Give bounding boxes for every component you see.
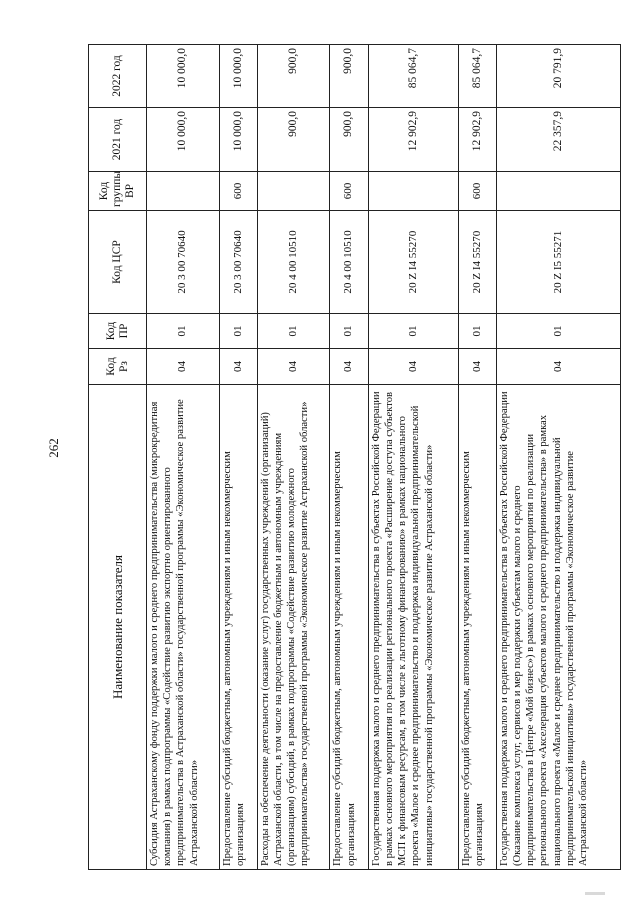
row-rz: 04 — [458, 349, 496, 385]
row-csr: 20 Z I5 55271 — [496, 211, 620, 314]
row-csr: 20 Z I4 55270 — [458, 211, 496, 314]
table-row — [330, 45, 368, 870]
row-name: Расходы на обеспечение деятельности (оказание услуг) государственных учреждений (организаций) Астраханской области, в том числе на предоставление бюджетным и автономным учреждениям (организациям) субсидий, в рамках подпрограммы «Содействие развитию молодежного предпринимательства» государственной программы «Экономическое развитие Астраханской области» — [257, 385, 330, 870]
row-name: Государственная поддержка малого и среднего предпринимательства в субъектах Российской Федерации в рамках основного мероприятия по реализации регионального проекта «Расширение доступа субъектов МСП к финансовым ресурсам, в том числе к льготному финансированию» в рамках национального проекта «Малое и среднее предпринимательство и поддержка индивидуальной предпринимательской инициативы» государственной программы «Экономическое развитие Астраханской области» — [368, 385, 458, 870]
row-rz: 04 — [368, 349, 458, 385]
row-csr: 20 4 00 10510 — [330, 211, 368, 314]
row-csr: 20 3 00 70640 — [219, 211, 257, 314]
row-vr: 600 — [330, 172, 368, 211]
header-name: Наименование показателя — [89, 385, 147, 870]
row-rz: 04 — [147, 349, 220, 385]
row-2021: 900,0 — [257, 108, 330, 172]
row-vr — [147, 172, 220, 211]
row-name: Предоставление субсидий бюджетным, автономным учреждениям и иным некоммерческим организациям — [330, 385, 368, 870]
header-vr: Код группы ВР — [89, 172, 147, 211]
row-rz: 04 — [257, 349, 330, 385]
row-rz: 04 — [330, 349, 368, 385]
header-pr: Код ПР — [89, 314, 147, 349]
rotated-page-content — [88, 45, 621, 870]
row-rz: 04 — [496, 349, 620, 385]
scan-artifact — [585, 892, 605, 895]
row-2022: 20 791,9 — [496, 45, 620, 108]
row-csr: 20 4 00 10510 — [257, 211, 330, 314]
row-rz: 04 — [219, 349, 257, 385]
row-2022: 900,0 — [330, 45, 368, 108]
table-header-row — [89, 45, 147, 870]
header-2022: 2022 год — [89, 45, 147, 108]
row-2022: 10 000,0 — [147, 45, 220, 108]
header-2021: 2021 год — [89, 108, 147, 172]
row-2021: 12 902,9 — [458, 108, 496, 172]
budget-table — [88, 44, 621, 870]
row-vr: 600 — [458, 172, 496, 211]
row-name: Государственная поддержка малого и среднего предпринимательства в субъектах Российской Федерации (Оказание комплекса услуг, сервисов и мер поддержки субъектам малого и среднего предпринимательства в Центре «Мой бизнес») в рамках основного мероприятия по реализации регионального проекта «Акселерация субъектов малого и среднего предпринимательства» в рамках национального проекта «Малое и среднее предпринимательство и поддержка индивидуальной предпринимательской инициативы» государственной программы «Экономическое развитие Астраханской области» — [496, 385, 620, 870]
table-row — [147, 45, 220, 870]
row-name: Субсидия Астраханскому фонду поддержки малого и среднего предпринимательства (микрокредитная компания) в рамках подпрограммы «Содействие развитию экспортно ориентированного предпринимательства в Астраханской области» государственной программы «Экономическое развитие Астраханской области» — [147, 385, 220, 870]
row-csr: 20 Z I4 55270 — [368, 211, 458, 314]
row-vr — [257, 172, 330, 211]
table-row — [257, 45, 330, 870]
page-number: 262 — [46, 438, 61, 458]
table-row — [368, 45, 458, 870]
row-pr: 01 — [147, 314, 220, 349]
row-2022: 85 064,7 — [458, 45, 496, 108]
row-pr: 01 — [458, 314, 496, 349]
row-name: Предоставление субсидий бюджетным, автономным учреждениям и иным некоммерческим организациям — [458, 385, 496, 870]
row-vr — [368, 172, 458, 211]
row-pr: 01 — [219, 314, 257, 349]
row-2022: 900,0 — [257, 45, 330, 108]
table-row — [458, 45, 496, 870]
row-2021: 12 902,9 — [368, 108, 458, 172]
row-pr: 01 — [368, 314, 458, 349]
header-rz: Код Рз — [89, 349, 147, 385]
row-vr: 600 — [219, 172, 257, 211]
row-csr: 20 3 00 70640 — [147, 211, 220, 314]
row-2021: 10 000,0 — [147, 108, 220, 172]
row-pr: 01 — [257, 314, 330, 349]
row-pr: 01 — [496, 314, 620, 349]
table-row — [496, 45, 620, 870]
row-vr — [496, 172, 620, 211]
table-row — [219, 45, 257, 870]
row-pr: 01 — [330, 314, 368, 349]
row-name: Предоставление субсидий бюджетным, автономным учреждениям и иным некоммерческим организациям — [219, 385, 257, 870]
row-2022: 85 064,7 — [368, 45, 458, 108]
row-2022: 10 000,0 — [219, 45, 257, 108]
header-csr: Код ЦСР — [89, 211, 147, 314]
row-2021: 10 000,0 — [219, 108, 257, 172]
row-2021: 900,0 — [330, 108, 368, 172]
row-2021: 22 357,9 — [496, 108, 620, 172]
